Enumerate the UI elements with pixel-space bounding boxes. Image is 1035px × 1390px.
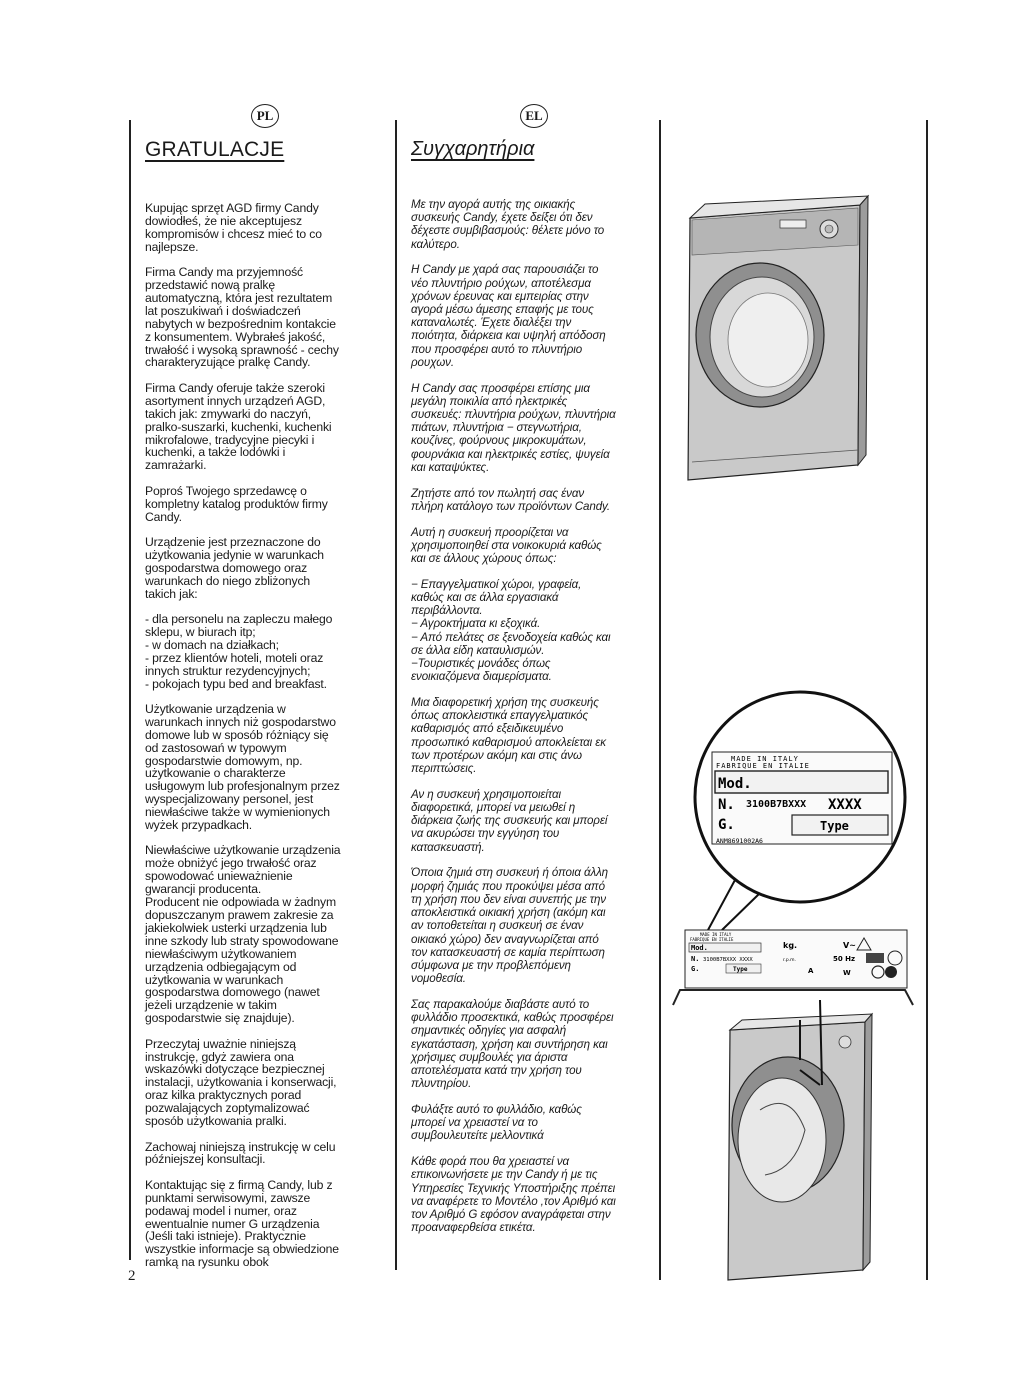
el-text-line: χρόνων έρευνας και εμπειρίας στην	[411, 289, 589, 303]
washing-machine-bottom-image	[728, 1000, 872, 1280]
el-text-line: φουρνάκια και ηλεκτρικές εστίες, ψυγεία	[411, 447, 610, 461]
el-text-line: Μια διαφορετική χρήση της συσκευής	[411, 696, 599, 710]
pl-text-line: takich jak: zmywarki do naczyń,	[145, 406, 312, 421]
pl-paragraph	[145, 382, 381, 472]
el-paragraph	[411, 487, 657, 513]
el-text-line: − Αγροκτήματα κι εξοχικά.	[411, 617, 541, 631]
pl-text-line: gospodarstwa domowego oraz	[145, 560, 308, 575]
pl-paragraph	[145, 1038, 381, 1128]
small-volt-text: V~	[843, 941, 856, 950]
el-text-line: Aυτή η συσκευή προορίζεται να	[411, 525, 569, 539]
el-text-line: εγκατάσταση, χρήση και συντήρηση και	[411, 1037, 608, 1051]
el-text-line: νομοθεσία.	[411, 972, 466, 986]
el-text-line: επικοινωνήσετε με την Candy ή με τις	[411, 1168, 598, 1182]
el-text-line: δέχεστε συμβιβασμούς: θέλετε μόνο το	[411, 224, 605, 238]
right-divider-line	[659, 120, 661, 1280]
el-text-line: ποιότητα, διάρκεια και υψηλή απόδοση	[411, 329, 606, 343]
pl-paragraph	[145, 485, 381, 524]
pl-text-line: Kupując sprzęt AGD firmy Candy	[145, 201, 319, 215]
pl-text-line: dowiodłeś, że nie akceptujesz	[145, 213, 302, 228]
el-text-line: τον κατασκευαστή σε καμία περίπτωση	[411, 945, 605, 959]
small-mod-text: Mod.	[691, 944, 708, 952]
zoom-serial-text: 3100B7BXXX	[746, 799, 807, 810]
pl-text-line: Kontaktując się z firmą Candy, lub z	[145, 1177, 333, 1192]
el-paragraph	[411, 866, 657, 985]
el-text-line: συμβουλευτείτε μελλοντικά	[411, 1129, 544, 1143]
washing-machine-top-image	[688, 196, 868, 480]
pl-language-badge: PL	[251, 104, 279, 128]
el-text-line: πιάτων, πλυντήρια − στεγνωτήρια,	[411, 421, 582, 435]
el-text-line: Αν η συσκευή χρησιμοποιείται	[411, 787, 561, 801]
el-text-line: καθαρισμός από εξειδικευμένο	[411, 722, 564, 736]
zoom-xxxx-text: XXXX	[828, 797, 862, 813]
el-text-line: τη χρήση που δεν είναι συνεπής με την	[411, 892, 606, 906]
el-text-line: H Candy με χαρά σας παρουσιάζει το	[411, 263, 599, 277]
pl-text-line: jakiekolwiek usterki urządzenia lub	[145, 920, 327, 935]
small-watt-text: W	[843, 969, 851, 977]
pl-paragraph	[145, 844, 381, 1025]
el-text-line: καταναλωτές. Έχετε διαλέξει την	[411, 316, 572, 330]
small-serial-text: 3100B7BXXX XXXX	[703, 957, 753, 963]
el-text-line: και καταψύκτες.	[411, 460, 490, 474]
el-text-line: Σας παρακαλούμε διαβάστε αυτό το	[411, 997, 590, 1011]
pl-text-line: - w domach na działkach;	[145, 637, 279, 652]
el-text-line: ενοικιαζόμενα διαμερίσματα.	[411, 670, 552, 684]
pl-text-line: wyspecjalizowany personel, jest	[145, 792, 314, 807]
el-text-line: διάρκεια ζωής της συσκευής και μπορεί	[411, 814, 608, 828]
el-title: Συγχαρητήρια	[411, 138, 535, 160]
pl-text-line: gospodarstwie domowym, np.	[145, 753, 303, 768]
el-text-line: Κάθε φορά που θα χρειαστεί να	[411, 1155, 570, 1169]
pl-paragraph	[145, 1141, 381, 1167]
polish-column	[145, 138, 381, 1282]
el-text-line: προσωπικό καθαρισμού αποκλείεται εκ	[411, 735, 606, 749]
conformity-mark-icon	[885, 966, 897, 978]
pl-text-line: instrukcję, gdyż zawiera ona	[145, 1049, 294, 1064]
pl-text-line: - dla personelu na zapleczu małego	[145, 611, 333, 626]
el-text-line: πλυντηρίου.	[411, 1077, 472, 1091]
pl-text-line: niewłaściwym użytkowaniem	[145, 946, 297, 961]
pl-text-line: Firma Candy oferuje także szeroki	[145, 380, 325, 395]
approval-mark-icon	[866, 953, 884, 963]
outer-right-border-line	[926, 120, 928, 1280]
zoom-mod-text: Mod.	[718, 776, 752, 792]
pl-text-line: Producent nie odpowiada w żadnym	[145, 895, 336, 910]
el-text-line: Όποια ζημιά στη συσκευή ή όποια άλλη	[411, 866, 609, 880]
pl-text-line: (Jeśli taki istnieje). Praktycznie	[145, 1229, 306, 1244]
el-text-line: ρουχων.	[411, 355, 454, 369]
pl-paragraph	[145, 536, 381, 601]
pl-text-line: kompromisów i chcesz mieć to co	[145, 226, 322, 241]
el-text-line: να αναφέρετε το Μοντέλο ,τον Αριθμό και	[411, 1194, 616, 1208]
pl-title: GRATULACJE	[145, 138, 285, 161]
small-fabrique-text: FABRIQUE EN ITALIE	[690, 937, 734, 942]
pl-text-line: Poproś Twojego sprzedawcę o	[145, 483, 307, 498]
pl-text-line: domowe lub w sposób różniący się	[145, 727, 329, 742]
el-language-badge: EL	[520, 104, 548, 128]
pl-text-line: Urządzenie jest przeznaczone do	[145, 534, 321, 549]
el-text-line: Υπηρεσίες Τεχνικής Υποστήριξης πρέπει	[411, 1181, 616, 1195]
pl-text-line: asortyment innych urządzeń AGD,	[145, 393, 326, 408]
pl-text-line: usługowym lub profesjonalnym przez	[145, 779, 340, 794]
el-text-line: χρησιμοποιηθεί στα νοικοκυριά καθώς	[411, 538, 602, 552]
el-text-line: των προτέρων ακόμη και στις άνω	[411, 748, 582, 762]
pl-text-line: pralko-suszarki, kuchenki, kuchenki	[145, 419, 332, 434]
pl-text-line: gospodarstwa domowego (nawet	[145, 985, 320, 1000]
pl-text-line: takich jak:	[145, 586, 198, 601]
label-zoom-circle	[695, 692, 905, 930]
page-number: 2	[128, 1268, 136, 1284]
greek-column	[411, 138, 657, 1247]
el-text-line: και σε άλλους χώρους όπως:	[411, 552, 557, 566]
pl-text-line: niewłaściwe także w wymienionych	[145, 805, 330, 820]
el-text-line: H Candy σας προσφέρει επίσης μια	[411, 381, 590, 395]
rating-label-small	[673, 930, 913, 1005]
el-text-line: οικιακό χώρο) δεν αναγνωρίζεται από	[411, 932, 599, 946]
el-text-line: αν τοποθετείται η συσκευή σε έναν	[411, 919, 584, 933]
el-paragraph	[411, 696, 657, 775]
pl-text-line: lat poszukiwań i doświadczeń	[145, 303, 301, 318]
pl-text-line: kompletny katalog produktów firmy	[145, 496, 328, 511]
zoom-made-in-text: MADE IN ITALY	[731, 755, 799, 763]
el-text-line: − Από πελάτες σε ξενοδοχεία καθώς και	[411, 630, 611, 644]
pl-text-line: automatyczną, która jest rezultatem	[145, 290, 333, 305]
pl-paragraph	[145, 1179, 381, 1269]
zoom-n-text: N.	[718, 797, 735, 813]
washing-machine-illustration	[670, 190, 920, 1290]
el-text-line: πλήρη κατάλογο των προϊόντων Candy.	[411, 499, 610, 513]
el-text-line: που προσφέρει αυτό το πλυντήριο	[411, 342, 583, 356]
zoom-type-text: Type	[820, 819, 849, 833]
pl-text-line: Zachowaj niniejszą instrukcję w celu	[145, 1139, 336, 1154]
small-made-text: MADE IN ITALY	[700, 932, 732, 937]
el-text-line: νέο πλυντήριο ρούχων, αποτέλεσμα	[411, 276, 591, 290]
pl-text-line: podawaj model i numer, oraz	[145, 1203, 297, 1218]
middle-divider-line	[395, 120, 397, 1270]
el-paragraph	[411, 198, 657, 251]
el-text-line: προαναφερθείσα ετικέτα.	[411, 1221, 536, 1235]
el-text-line: κουζίνες, φούρνους μικροκυμάτων,	[411, 434, 587, 448]
small-g-text: G.	[691, 965, 700, 973]
pl-paragraph	[145, 703, 381, 832]
el-text-line: μορφή ζημιάς που προκύψει μέσα από	[411, 879, 605, 893]
pl-text-line: innych struktur rezydencyjnych;	[145, 663, 311, 678]
pl-text-line: inne szkody lub straty spowodowane	[145, 933, 339, 948]
pl-text-line: wyżek przypadkach.	[145, 818, 253, 833]
pl-text-line: mikrofalowe, tradycyjne piecyki i	[145, 432, 315, 447]
el-text-line: −Τουριστικές μονάδες όπως	[411, 657, 551, 671]
el-text-line: χρήσιμες συμβουλές για άριστα	[411, 1050, 568, 1064]
pl-text-line: Firma Candy ma przyjemność	[145, 265, 303, 280]
small-hz-text: 50 Hz	[833, 955, 856, 963]
pl-text-line: od zastosowań w typowym	[145, 740, 287, 755]
pl-text-line: pozwalających zoptymalizować	[145, 1101, 310, 1116]
el-text-line: σύμφωνα με την προβλεπόμενη	[411, 958, 571, 972]
el-body	[411, 198, 657, 1234]
el-paragraph	[411, 1155, 657, 1234]
el-text-line: − Επαγγελματικοί χώροι, γραφεία,	[411, 577, 582, 591]
el-paragraph	[411, 1103, 657, 1143]
el-paragraph	[411, 526, 657, 566]
el-text-line: φυλλάδιο προσεκτικά, καθώς προσφέρει	[411, 1011, 614, 1025]
el-text-line: σημαντικές οδηγίες για ασφαλή	[411, 1024, 567, 1038]
pl-paragraph	[145, 613, 381, 690]
pl-text-line: warunkach do niego zbliżonych	[145, 573, 311, 588]
el-text-line: συσκευές: πλυντήρια ρούχων, πλυντήρια	[411, 408, 616, 422]
pl-text-line: kuchenki, a także lodówki i	[145, 445, 286, 460]
el-text-line: αποκλειστικά οικιακή χρήση (ακόμη και	[411, 906, 606, 920]
pl-text-line: punktami serwisowymi, zawsze	[145, 1190, 311, 1205]
pl-text-line: wszystkie informacje są obwiedzione	[145, 1242, 339, 1257]
pl-body	[145, 202, 381, 1269]
small-kg-text: kg.	[783, 941, 798, 950]
el-text-line: να ακυρώσει την εγγύηση του	[411, 827, 560, 841]
pl-text-line: spowodować unieważnienie	[145, 869, 293, 884]
pl-text-line: Użytkowanie urządzenia w	[145, 701, 286, 716]
pl-text-line: ramką na rysunku obok	[145, 1255, 269, 1270]
el-text-line: Ζητήστε από τον πωλητή σας έναν	[411, 486, 585, 500]
zoom-g-text: G.	[718, 817, 735, 833]
el-text-line: Φυλάξτε αυτό το φυλλάδιο, καθώς	[411, 1102, 582, 1116]
el-text-line: περιπτώσεις.	[411, 762, 477, 776]
el-text-line: σε άλλα είδη καταυλισμών.	[411, 643, 545, 657]
pl-text-line: przedstawić nową pralkę	[145, 278, 275, 293]
el-paragraph	[411, 788, 657, 854]
pl-text-line: gwarancji producenta.	[145, 882, 262, 897]
pl-text-line: trwałość i wysoką sprawność - cechy	[145, 342, 339, 357]
pl-text-line: użytkowanie o charakterze	[145, 766, 286, 781]
pl-paragraph	[145, 266, 381, 369]
el-text-line: περιβάλλοντα.	[411, 604, 483, 618]
small-rpm-text: r.p.m.	[783, 958, 796, 963]
pl-text-line: dopuszczanym prawem zakresie za	[145, 908, 334, 922]
pl-text-line: z konsumentem. Wybrałeś jakość,	[145, 329, 326, 344]
el-text-line: καθώς και σε άλλα εργασιακά	[411, 591, 559, 605]
pl-text-line: wskazówki dotyczące bezpiecznej	[145, 1062, 325, 1077]
pl-text-line: sklepu, w biurach itp;	[145, 624, 256, 639]
pl-paragraph	[145, 202, 381, 254]
pl-text-line: Candy.	[145, 509, 182, 524]
pl-text-line: oraz kilka praktycznych porad	[145, 1088, 302, 1103]
zoom-fabrique-text: FABRIQUE EN ITALIE	[716, 762, 810, 770]
pl-text-line: zamrażarki.	[145, 458, 207, 473]
el-text-line: αποτελέσματα κατά την χρήση του	[411, 1063, 582, 1077]
el-text-line: όπως αποκλειστικά επαγγελματικός	[411, 709, 589, 723]
pl-text-line: warunkach innych niż gospodarstwo	[145, 714, 336, 729]
pl-text-line: Niewłaściwe użytkowanie urządzenia	[145, 843, 341, 858]
el-paragraph	[411, 263, 657, 369]
pl-text-line: ewentualnie numer G urządzenia	[145, 1216, 320, 1231]
pl-text-line: sposób użytkowania pralki.	[145, 1114, 287, 1129]
el-text-line: αγορά μέσω άμεσης επαφής με τους	[411, 303, 594, 317]
el-text-line: καλύτερο.	[411, 237, 460, 251]
pl-text-line: Przeczytaj uważnie niniejszą	[145, 1036, 296, 1051]
el-paragraph	[411, 382, 657, 474]
pl-text-line: późniejszej konsultacji.	[145, 1152, 266, 1167]
pl-text-line: - pokojach typu bed and breakfast.	[145, 676, 327, 691]
small-n-text: N.	[691, 955, 700, 963]
pl-text-line: użytkowania w warunkach	[145, 972, 284, 987]
pl-text-line: gospodarstwie się znajduje).	[145, 1011, 295, 1026]
zoom-code-text: ANM8691002A6	[716, 837, 763, 845]
el-text-line: τον Αριθμό G εφόσον αναγράφεται στην	[411, 1207, 611, 1221]
pl-text-line: może obniżyć jego trwałość oraz	[145, 856, 317, 871]
pl-text-line: charakteryzujące pralkę Candy.	[145, 355, 311, 370]
el-text-line: κατασκευαστή.	[411, 840, 485, 854]
pl-text-line: instalacji, użytkowania i konserwacji,	[145, 1075, 337, 1090]
pl-text-line: nabytych w bezpośrednim kontakcie	[145, 316, 336, 331]
el-text-line: μπορεί να χρειαστεί να το	[411, 1116, 538, 1130]
el-text-line: Με την αγορά αυτής της οικιακής	[411, 198, 576, 211]
small-amp-text: A	[808, 967, 814, 975]
pl-text-line: użytkowania jedynie w warunkach	[145, 547, 324, 562]
left-border-line	[129, 120, 131, 1260]
pl-text-line: jeżeli urządzenie w takim	[145, 998, 277, 1013]
small-type-text: Type	[733, 966, 748, 973]
el-paragraph	[411, 578, 657, 684]
pl-text-line: najlepsze.	[145, 239, 199, 254]
el-paragraph	[411, 998, 657, 1090]
el-text-line: διαφορετικά, μπορεί να μειωθεί η	[411, 801, 576, 815]
pl-text-line: - przez klientów hoteli, moteli oraz	[145, 650, 324, 665]
el-text-line: μεγάλη ποικιλία από ηλεκτρικές	[411, 394, 568, 408]
pl-text-line: urządzenia odbiegającym od	[145, 959, 297, 974]
el-text-line: συσκευής Candy, έχετε δείξει ότι δεν	[411, 211, 593, 225]
